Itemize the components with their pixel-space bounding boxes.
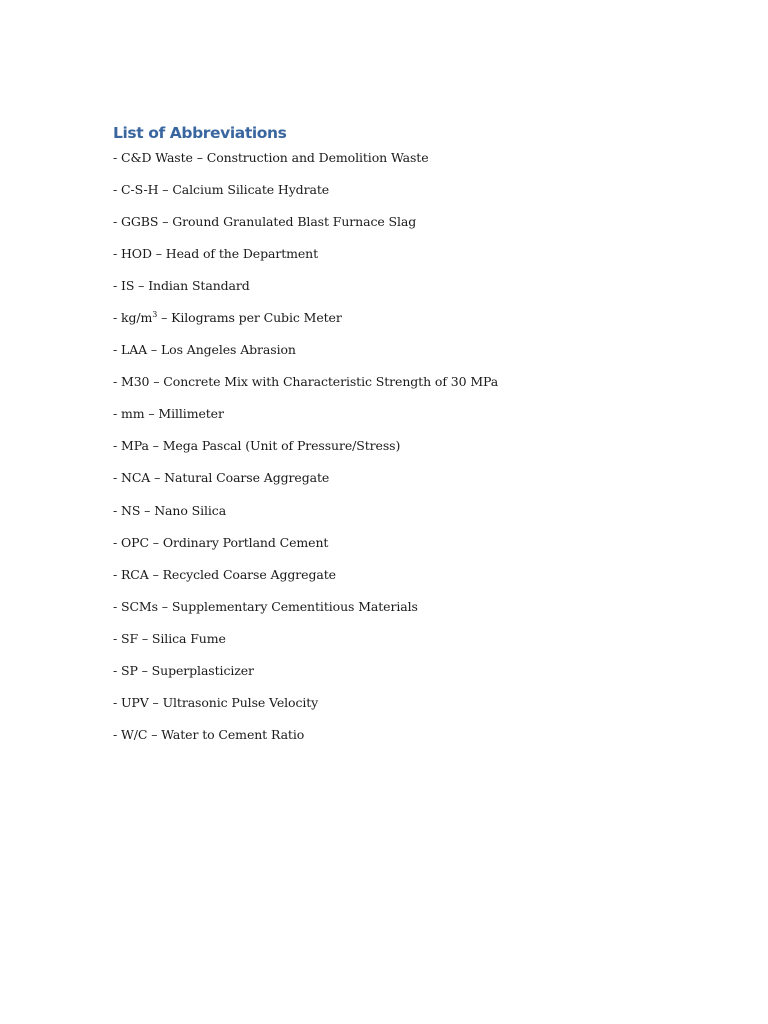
abbreviation-item: - M30 – Concrete Mix with Characteristic Strength of 30 MPa bbox=[113, 374, 499, 390]
abbreviation-item: - HOD – Head of the Department bbox=[113, 246, 319, 262]
abbreviation-item: - RCA – Recycled Coarse Aggregate bbox=[113, 566, 336, 582]
abbreviation-item: - LAA – Los Angeles Abrasion bbox=[113, 342, 296, 358]
superscript-exponent: 3 bbox=[152, 310, 158, 320]
abbreviation-item: - SP – Superplasticizer bbox=[113, 662, 254, 678]
abbreviation-item: - W/C – Water to Cement Ratio bbox=[113, 726, 305, 742]
abbreviation-item: - mm – Millimeter bbox=[113, 406, 224, 422]
page-title: List of Abbreviations bbox=[113, 124, 287, 142]
abbreviation-list bbox=[113, 148, 498, 757]
abbreviation-text: - kg/m bbox=[113, 310, 153, 326]
abbreviation-item: - IS – Indian Standard bbox=[113, 278, 250, 294]
abbreviation-item: - MPa – Mega Pascal (Unit of Pressure/Stress) bbox=[113, 438, 401, 454]
abbreviation-item: - SCMs – Supplementary Cementitious Materials bbox=[113, 598, 418, 614]
abbreviation-item: - C&D Waste – Construction and Demolition Waste bbox=[113, 150, 429, 165]
abbreviation-item: - SF – Silica Fume bbox=[113, 630, 226, 646]
abbreviation-item bbox=[113, 308, 498, 340]
abbreviation-text: – Kilograms per Cubic Meter bbox=[157, 310, 342, 326]
abbreviation-item: - GGBS – Ground Granulated Blast Furnace Slag bbox=[113, 214, 417, 230]
abbreviation-item: - UPV – Ultrasonic Pulse Velocity bbox=[113, 694, 319, 710]
abbreviation-item: - NS – Nano Silica bbox=[113, 502, 227, 518]
abbreviation-item: - OPC – Ordinary Portland Cement bbox=[113, 534, 329, 550]
abbreviation-item: - NCA – Natural Coarse Aggregate bbox=[113, 470, 330, 486]
abbreviation-item: - C-S-H – Calcium Silicate Hydrate bbox=[113, 182, 330, 198]
